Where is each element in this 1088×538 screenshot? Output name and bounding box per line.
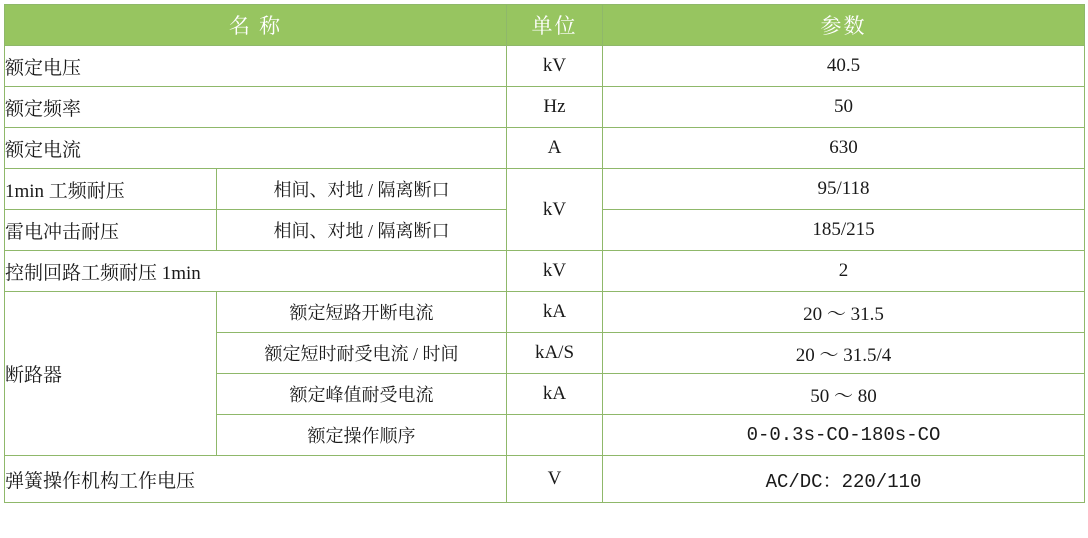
row-name-rated-current: 额定电流 (5, 128, 507, 169)
row-value-rated-operating-sequence: 0-0.3s-CO-180s-CO (603, 415, 1085, 456)
row-value-control-circuit-withstand: 2 (603, 251, 1085, 292)
row-sub-rated-breaking-current: 额定短路开断电流 (217, 292, 507, 333)
row-unit-control-circuit-withstand: kV (507, 251, 603, 292)
row-sub-peak-withstand-current: 额定峰值耐受电流 (217, 374, 507, 415)
row-sub-power-frequency-withstand: 相间、对地 / 隔离断口 (217, 169, 507, 210)
row-value-peak-withstand-current: 50 ～ 80 (603, 374, 1085, 415)
table-row (5, 46, 1085, 87)
row-value-rated-current: 630 (603, 128, 1085, 169)
table-row (5, 128, 1085, 169)
table-row (5, 456, 1085, 503)
table-row (5, 87, 1085, 128)
table-row (5, 169, 1085, 210)
header-name: 名 称 (5, 5, 507, 46)
row-sub-short-time-withstand-current: 额定短时耐受电流 / 时间 (217, 333, 507, 374)
row-unit-short-time-withstand-current: kA/S (507, 333, 603, 374)
row-name-lightning-impulse-withstand: 雷电冲击耐压 (5, 210, 217, 251)
row-sub-rated-operating-sequence: 额定操作顺序 (217, 415, 507, 456)
table-header-row (5, 5, 1085, 46)
row-value-power-frequency-withstand: 95/118 (603, 169, 1085, 210)
table-row (5, 251, 1085, 292)
row-group-circuit-breaker: 断路器 (5, 292, 217, 456)
table-row (5, 292, 1085, 333)
row-name-spring-mechanism-voltage: 弹簧操作机构工作电压 (5, 456, 507, 503)
row-unit-rated-current: A (507, 128, 603, 169)
row-name-control-circuit-withstand: 控制回路工频耐压 1min (5, 251, 507, 292)
header-unit: 单位 (507, 5, 603, 46)
specification-table (4, 4, 1085, 503)
row-name-rated-frequency: 额定频率 (5, 87, 507, 128)
row-unit-rated-breaking-current: kA (507, 292, 603, 333)
row-value-rated-breaking-current: 20 ～ 31.5 (603, 292, 1085, 333)
row-value-rated-frequency: 50 (603, 87, 1085, 128)
row-value-short-time-withstand-current: 20 ～ 31.5/4 (603, 333, 1085, 374)
row-sub-lightning-impulse-withstand: 相间、对地 / 隔离断口 (217, 210, 507, 251)
row-value-lightning-impulse-withstand: 185/215 (603, 210, 1085, 251)
row-name-power-frequency-withstand: 1min 工频耐压 (5, 169, 217, 210)
row-name-rated-voltage: 额定电压 (5, 46, 507, 87)
header-parameter: 参数 (603, 5, 1085, 46)
row-unit-rated-frequency: Hz (507, 87, 603, 128)
row-value-rated-voltage: 40.5 (603, 46, 1085, 87)
row-value-spring-mechanism-voltage: AC/DC：220/110 (603, 456, 1085, 503)
row-unit-withstand-group: kV (507, 169, 603, 251)
row-unit-peak-withstand-current: kA (507, 374, 603, 415)
row-unit-rated-voltage: kV (507, 46, 603, 87)
row-unit-rated-operating-sequence (507, 415, 603, 456)
row-unit-spring-mechanism-voltage: V (507, 456, 603, 503)
